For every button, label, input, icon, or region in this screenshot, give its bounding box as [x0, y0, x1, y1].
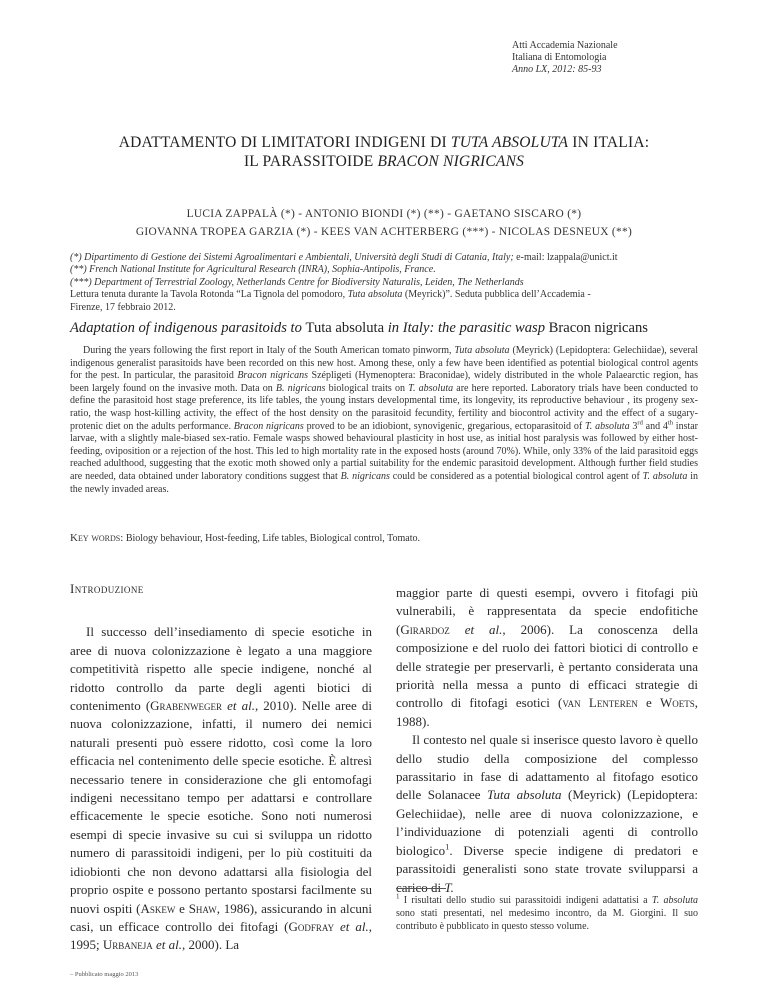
abstract	[70, 345, 698, 496]
body-paragraph: Il successo dell’insediamento di specie esotiche in aree di nuova colonizzazione è legato a una maggiore competitività rispetto alle specie indigene, nonché al ridotto controllo da parte degli agenti biotici di contenimento (Grabenweger et al., 2010). Nelle aree di nuova colonizzazione, infatti, il numero dei nemici naturali presenti può essere ridotto, così come la loro efficacia nel contenimento delle specie esotiche. È altresì necessario tenere in considerazione che gli entomofagi indigeni necessitano tempo per adattarsi e controllare efficacemente le specie esotiche. Sono noti numerosi esempi di specie invasive su cui si sviluppa un ridotto numero di parassitoidi indigeni, per lo più costituiti da idiobionti che non devono adattarsi alla fisiologia del proprio ospite e possono pertanto spostarsi facilmente su nuovi ospiti (Askew e Shaw, 1986), assicurando in alcuni casi, un efficace controllo dei fitofagi (Godfray et al., 1995; Urbaneja et al., 2000). La	[70, 624, 373, 953]
journal-name-line1: Atti Accademia Nazionale	[512, 40, 618, 51]
body-paragraph: Il contesto nel quale si inserisce questo lavoro è quello dello studio della composizione del complesso parassitario in fase di adattamento al fitofago esotico delle Solanacee Tuta absoluta (Meyrick) (Lepidoptera: Gelechiidae), nelle aree di nuova colonizzazione, e l’individuazione di potenziali agenti di controllo biologico$^1$. Diverse specie indigene di predatori e parassitoidi generalisti sono state trovate svilupparsi a carico di T.	[396, 732, 698, 895]
author-list	[70, 205, 698, 241]
body-column-left	[70, 580, 372, 955]
article-title	[70, 133, 698, 171]
footnote-divider	[396, 888, 446, 889]
footnote: $^1$ I risultati dello studio sui parassitoidi indigeni adattatisi a T. absoluta sono stati presentati, nel medesimo incontro, da M. Giorgini. Il suo contributo è pubblicato in questo stesso volume.	[396, 892, 698, 932]
authors-line-2: GIOVANNA TROPEA GARZIA (*) - KEES VAN ACHTERBERG (***) - NICOLAS DESNEUX (**)	[135, 226, 633, 238]
title-line-1: ADATTAMENTO DI LIMITATORI INDIGENI DI TUTA ABSOLUTA IN ITALIA:	[118, 134, 650, 151]
journal-name-line2: Italiana di Entomologia	[512, 52, 607, 63]
keywords	[70, 532, 698, 546]
abstract-paragraph: During the years following the first report in Italy of the South American tomato pinworm, Tuta absoluta (Meyrick) (Lepidoptera: Gelechiidae), several indigenous generalist parasitoids have been recorded on this new host. Among these, only a few have been identified as potential biological control agents for the pest. In particular, the parasitoid Bracon nigricans Szépligeti (Hymenoptera: Braconidae), widely distributed in the whole Palaearctic region, has been largely found on the invasive moth. Data on B. nigricans biological traits on T. absoluta are here reported. Laboratory trials have been conducted to define the parasitoid host stage preference, its life tables, the young instars developmental time, its longevity, its reproductive behaviour , its progeny sex-ratio, the wasp host-killing activity, the effect of the host density on the parasitoid fecundity, fertility and biocontrol activity and the effect of a sugary-protenic diet on the adults performance. Bracon nigricans proved to be an idiobiont, synovigenic, gregarious, ectoparasitoid of T. absoluta 3rd and 4th instar larvae, with a slightly male-biased sex-ratio. Female wasps showed behavioural plasticity in host use, as initial host paralysis was followed by either host-feeding, oviposition or a rejection of the host. This led to high mortality rate in the exposed hosts (around 70%). While, only 33% of the laid parasitoid eggs reached adulthood, suggesting that the exotic moth showed only a partial suitability for the endemic parasitoid development. Although further field studies are needed, data obtained under laboratory conditions suggest that B. nigricans could be considered as a potential biological control agent of T. absoluta in the newly invaded areas.	[70, 345, 699, 495]
footnote-ref: 1	[445, 841, 450, 852]
affiliations	[70, 252, 698, 314]
affiliation-3: (***) Department of Terrestrial Zoology, Netherlands Centre for Biodiversity Naturalis, Leiden, The Netherlands	[70, 276, 524, 288]
title-line-2: IL PARASSITOIDE BRACON NIGRICANS	[243, 153, 525, 170]
section-heading-introduzione: Introduzione	[70, 581, 144, 596]
english-title: Adaptation of indigenous parasitoids to Tuta absoluta in Italy: the parasitic wasp Bracon nigricans	[70, 320, 648, 336]
affiliation-2: (**) French National Institute for Agricultural Research (INRA), Sophia-Antipolis, France.	[70, 264, 436, 276]
journal-citation	[512, 40, 672, 76]
author-email: e-mail: lzappala@unict.it	[513, 252, 618, 263]
body-paragraph: maggior parte di questi esempi, ovvero i fitofagi più vulnerabili, è rappresentata da specie endofitiche (Girardoz et al., 2006). La conoscenza della composizione e del ruolo dei fattori biotici di controllo e delle strategie per preservarli, è pertanto considerata una priorità nella messa a punto di efficaci strategie di controllo di fitofagi esotici (van Lenteren e Woets, 1988).	[396, 585, 698, 729]
publication-note: – Pubblicato maggio 2013	[70, 971, 139, 978]
keywords-label: Key words:	[70, 532, 124, 544]
keywords-text: Biology behaviour, Host-feeding, Life tables, Biological control, Tomato.	[123, 533, 421, 544]
journal-volume: Anno LX, 2012: 85-93	[512, 64, 602, 75]
lecture-date: Firenze, 17 febbraio 2012.	[70, 301, 176, 313]
body-column-right	[396, 584, 698, 897]
footnote-number: 1	[396, 892, 400, 901]
authors-line-1: LUCIA ZAPPALÀ (*) - ANTONIO BIONDI (*) (**) - GAETANO SISCARO (*)	[186, 208, 582, 220]
affiliation-1: (*) Dipartimento di Gestione dei Sistemi Agroalimentari e Ambientali, Università degli Studi di Catania, Italy; e-mail: lzappala@unict.it	[70, 252, 618, 263]
lecture-note: Lettura tenuta durante la Tavola Rotonda “La Tignola del pomodoro, Tuta absoluta (Meyrick)”. Seduta pubblica dell’Accademia -	[70, 289, 591, 301]
